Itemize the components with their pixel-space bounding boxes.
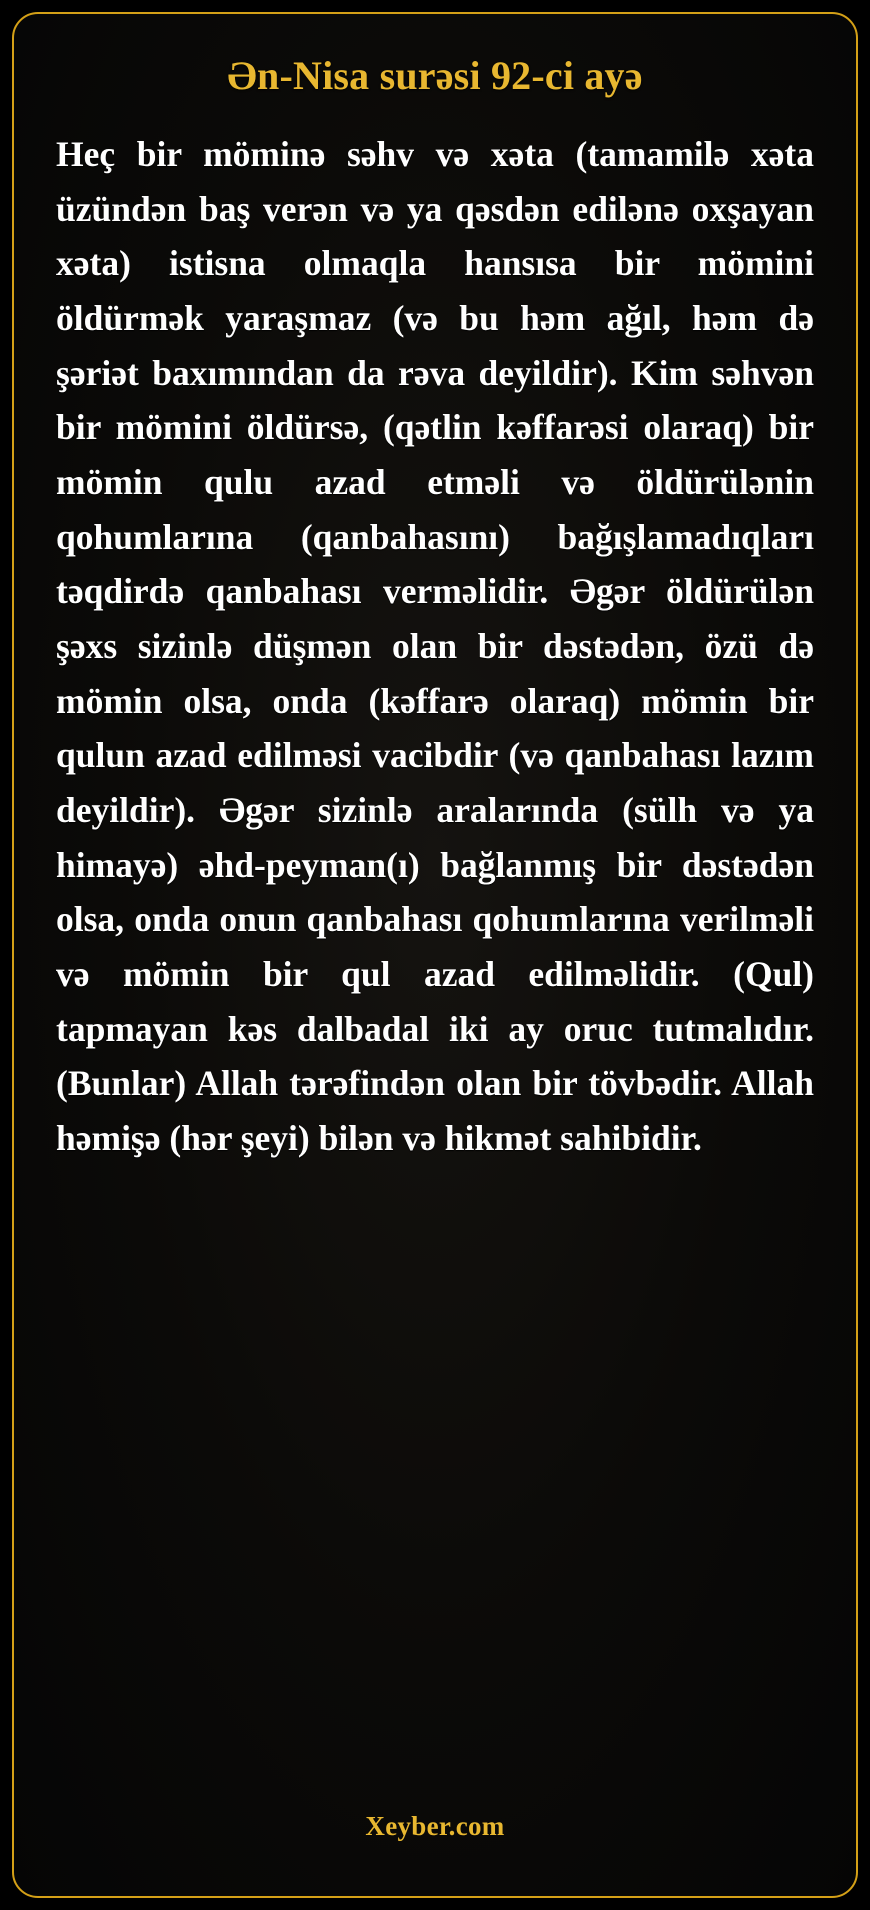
- ayah-text: Heç bir möminə səhv və xəta (tamamilə xəta üzündən baş verən və ya qəsdən edilənə oxşayan xəta) istisna olmaqla hansısa bir mömini öldürmək yaraşmaz (və bu həm ağıl, həm də şəriət baxımından da rəva deyildir). Kim səhvən bir mömini öldürsə, (qətlin kəffarəsi olaraq) bir mömin qulu azad etməli və öldürülənin qohumlarına (qanbahasını) bağışlamadıqları təqdirdə qanbahası verməlidir. Əgər öldürülən şəxs sizinlə düşmən olan bir dəstədən, özü də mömin olsa, onda (kəffarə olaraq) mömin bir qulun azad edilməsi vacibdir (və qanbahası lazım deyildir). Əgər sizinlə aralarında (sülh və ya himayə) əhd-peyman(ı) bağlanmış bir dəstədən olsa, onda onun qanbahası qohumlarına verilməli və mömin bir qul azad edilməlidir. (Qul) tapmayan kəs dalbadal iki ay oruc tutmalıdır. (Bunlar) Allah tərəfindən olan bir tövbədir. Allah həmişə (hər şeyi) bilən və hikmət sahibidir.: [56, 134, 814, 1158]
- page-title: Ən-Nisa surəsi 92-ci ayə: [227, 53, 643, 98]
- ayah-card: [12, 12, 858, 1898]
- ayah-body-container: [14, 117, 856, 1811]
- site-brand: Xeyber.com: [365, 1811, 505, 1841]
- footer: [14, 1811, 856, 1896]
